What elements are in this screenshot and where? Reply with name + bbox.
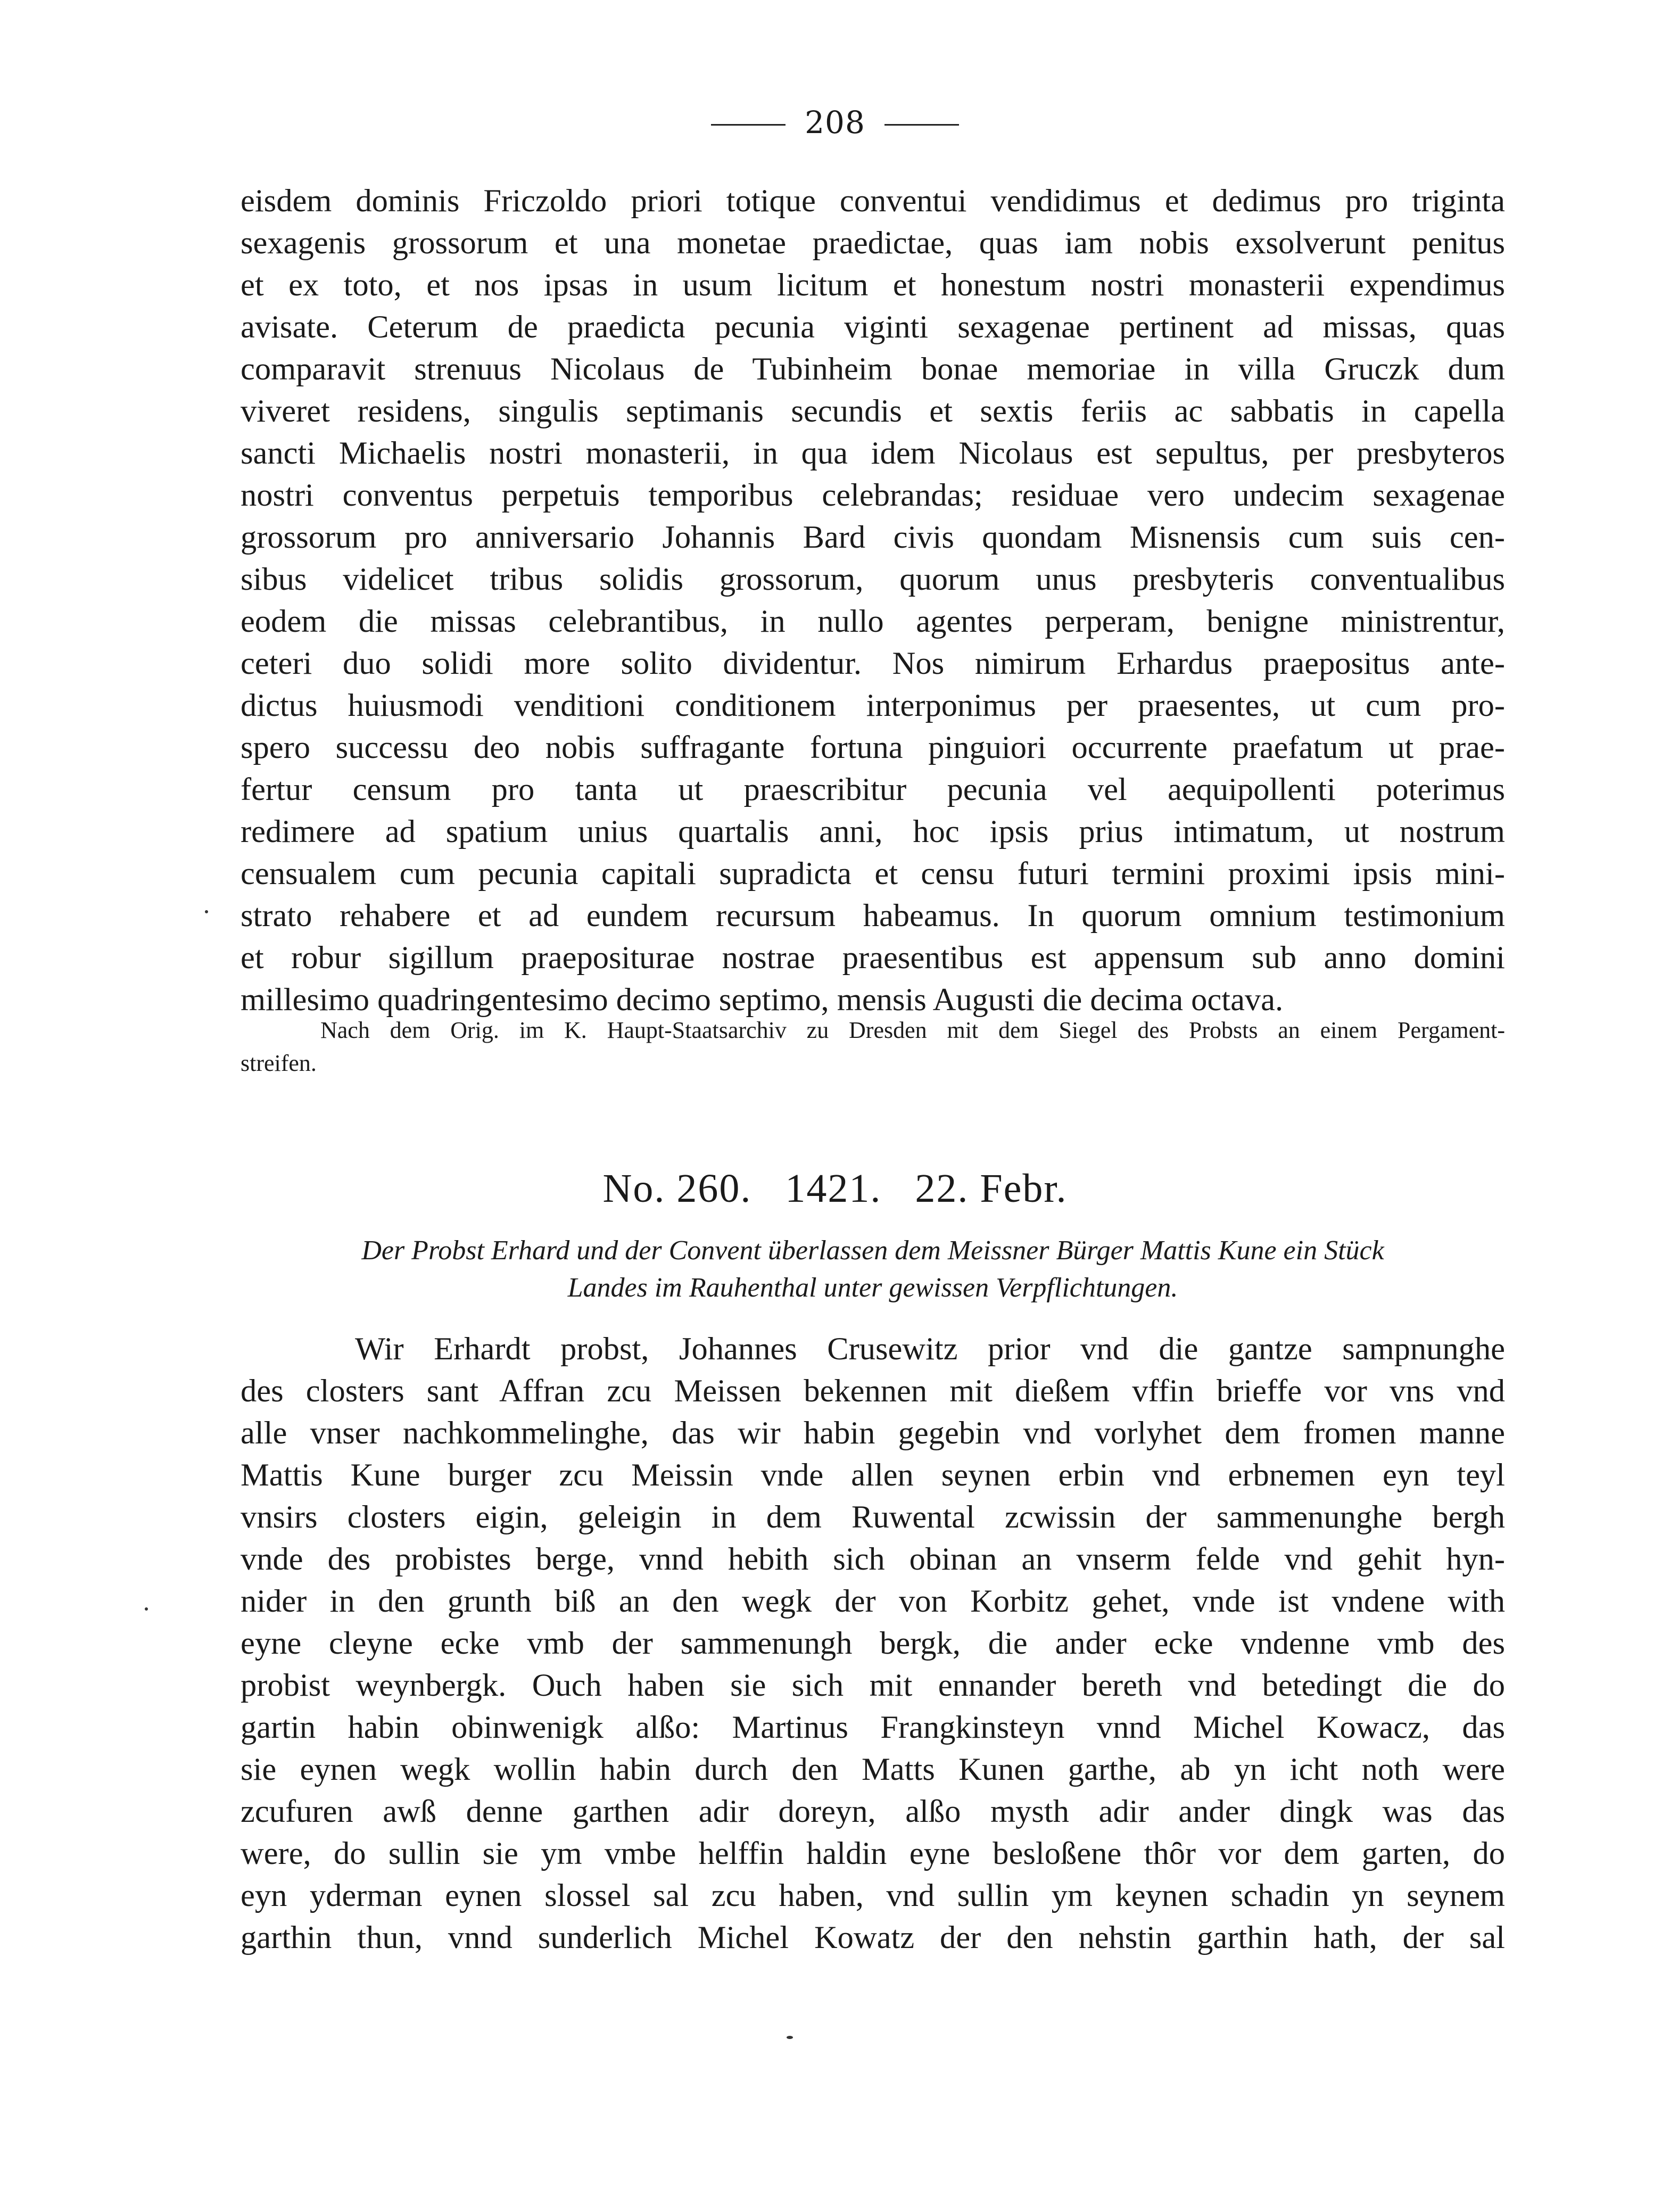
text-line: vnsirs closters eigin, geleigin in dem Ruwental zcwissin der sammenunghe bergh (241, 1499, 1505, 1535)
text-line: et robur sigillum praepositurae nostrae praesentibus est appensum sub anno domini (241, 940, 1505, 976)
header-rule-left (711, 124, 786, 126)
text-line: Wir Erhardt probst, Johannes Crusewitz prior vnd die gantze sampnunghe (355, 1331, 1505, 1367)
text-line: sibus videlicet tribus solidis grossorum, quorum unus presbyteris conventualibus (241, 562, 1505, 597)
text-line: Mattis Kune burger zcu Meissin vnde allen seynen erbin vnd erbnemen eyn teyl (241, 1457, 1505, 1493)
source-note (241, 1014, 1505, 1080)
page-header (0, 104, 1670, 141)
print-speck (145, 1607, 148, 1611)
text-line: eodem die missas celebrantibus, in nullo agentes perperam, benigne ministrentur, (241, 604, 1505, 639)
text-line: nostri conventus perpetuis temporibus celebrandas; residuae vero undecim sexagenae (241, 477, 1505, 513)
page-number: 208 (805, 104, 865, 141)
text-line: redimere ad spatium unius quartalis anni, hoc ipsis prius intimatum, ut nostrum (241, 814, 1505, 849)
source-note-line: Nach dem Orig. im K. Haupt-Staatsarchiv zu Dresden mit dem Siegel des Probsts an einem Pergament- (320, 1017, 1505, 1043)
text-line: avisate. Ceterum de praedicta pecunia viginti sexagenae pertinent ad missas, quas (241, 309, 1505, 345)
document-summary (241, 1232, 1505, 1307)
summary-line: Der Probst Erhard und der Convent überlassen dem Meissner Bürger Mattis Kune ein Stück (361, 1235, 1384, 1266)
text-line: eyne cleyne ecke vmb der sammenungh bergk, die ander ecke vndenne vmb des (241, 1625, 1505, 1661)
text-line: strato rehabere et ad eundem recursum habeamus. In quorum omnium testimonium (241, 898, 1505, 934)
text-line: alle vnser nachkommelinghe, das wir habin gegebin vnd vorlyhet dem fromen manne (241, 1415, 1505, 1451)
text-line: censualem cum pecunia capitali supradicta et censu futuri termini proximi ipsis mini- (241, 856, 1505, 892)
document-heading: No. 260. 1421. 22. Febr. (602, 1166, 1068, 1211)
text-line: millesimo quadringentesimo decimo septimo, mensis Augusti die decima octava. (241, 982, 1284, 1018)
text-line: garthin thun, vnnd sunderlich Michel Kowatz der den nehstin garthin hath, der sal (241, 1920, 1505, 1955)
text-line: eisdem dominis Friczoldo priori totique conventui vendidimus et dedimus pro triginta (241, 183, 1505, 219)
text-line: des closters sant Affran zcu Meissen bekennen mit dießem vffin brieffe vor vns vnd (241, 1373, 1505, 1409)
print-speck (205, 910, 208, 913)
text-line: nider in den grunth biß an den wegk der von Korbitz gehet, vnde ist vndene with (241, 1583, 1505, 1619)
text-line: eyn yderman eynen slossel sal zcu haben, vnd sullin ym keynen schadin yn seynem (241, 1878, 1505, 1913)
text-line: fertur censum pro tanta ut praescribitur pecunia vel aequipollenti poterimus (241, 772, 1505, 807)
text-line: sie eynen wegk wollin habin durch den Matts Kunen garthe, ab yn icht noth were (241, 1752, 1505, 1787)
text-line: sexagenis grossorum et una monetae praedictae, quas iam nobis exsolverunt penitus (241, 225, 1505, 261)
text-line: comparavit strenuus Nicolaus de Tubinheim bonae memoriae in villa Gruczk dum (241, 351, 1505, 387)
text-line: were, do sullin sie ym vmbe helffin haldin eyne beslоßene thȏr vor dem garten, do (241, 1836, 1505, 1871)
charter-end-text (241, 180, 1505, 1021)
text-line: ceteri duo solidi more solito dividentur. Nos nimirum Erhardus praepositus ante- (241, 646, 1505, 681)
text-line: vnde des probistes berge, vnnd hebith sich obinan an vnserm felde vnd gehit hyn- (241, 1541, 1505, 1577)
print-speck (787, 2036, 793, 2039)
text-line: probist weynbergk. Ouch haben sie sich mit ennander bereth vnd betedingt die do (241, 1668, 1505, 1703)
source-note-line: streifen. (241, 1050, 317, 1076)
text-line: et ex toto, et nos ipsas in usum licitum et honestum nostri monasterii expendimus (241, 267, 1505, 303)
document-260-text (241, 1328, 1505, 1959)
text-line: gartin habin obinwenigk alßo: Martinus Frangkinsteyn vnnd Michel Kowacz, das (241, 1710, 1505, 1745)
summary-line: Landes im Rauhenthal unter gewissen Verpflichtungen. (567, 1273, 1178, 1303)
text-line: viveret residens, singulis septimanis secundis et sextis feriis ac sabbatis in capella (241, 393, 1505, 429)
text-line: zcufuren awß denne garthen adir doreyn, alßo mysth adir ander dingk was das (241, 1794, 1505, 1829)
header-rule-right (884, 124, 959, 126)
text-line: spero successu deo nobis suffragante fortuna pinguiori occurrente praefatum ut prae- (241, 730, 1505, 765)
text-line: dictus huiusmodi venditioni conditionem interponimus per praesentes, ut cum pro- (241, 688, 1505, 723)
text-line: grossorum pro anniversario Johannis Bard civis quondam Misnensis cum suis cen- (241, 519, 1505, 555)
text-line: sancti Michaelis nostri monasterii, in qua idem Nicolaus est sepultus, per presbyteros (241, 435, 1505, 471)
